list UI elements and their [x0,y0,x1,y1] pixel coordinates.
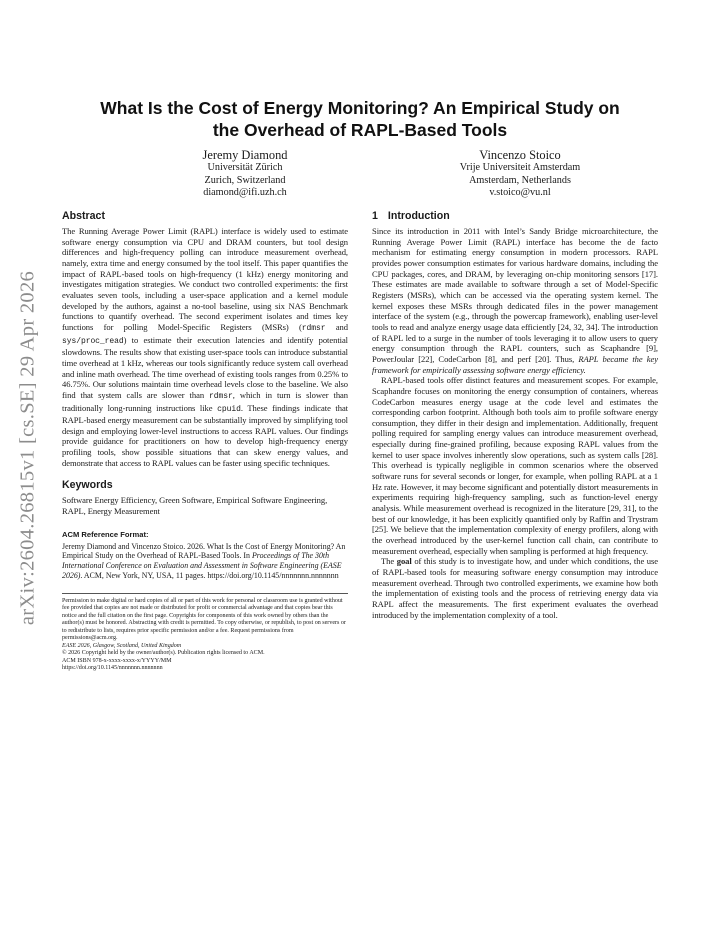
author-affiliation: Vrije Universiteit Amsterdam [459,162,581,173]
right-column [372,210,658,620]
keywords-text: Software Energy Efficiency, Green Software, Empirical Software Engineering, RAPL, Energy Measurement [62,495,328,517]
doi-line: https://doi.org/10.1145/nnnnnnn.nnnnnnn [62,665,163,672]
author-block [145,148,345,200]
footnote-divider [62,593,348,594]
left-column [62,210,348,673]
author-affiliation: Universität Zürich [207,162,283,173]
intro-paragraph: Since its introduction in 2011 with Intel’s Sandy Bridge microarchitecture, the Running Average Power Limit (RAPL) interface has become the de facto mechanism for estimating energy consumption in modern processors. RAPL provides power consumption estimates for various hardware domains, including the CPU packages, cores, and DRAM, by leveraging on-chip monitoring sensors [17]. These estimates are made available to software through a set of Model-Specific Registers (MSRs), which can be accessed via the operating system kernel. The kernel exposes these MSRs through dedicated files in the power management interface of the system (e.g., through the powercap framework), enabling user-level tools to read and analyze energy usage data efficiently [24, 32, 34]. The introduction of RAPL led to a surge in the number of tools leveraging it to allow users to query energy consumption through the RAPL counters, such as Scaphandre [9], PowerJoular [22], CodeCarbon [8], and perf [20]. Thus, RAPL became the key framework for empirically assessing software energy efficiency. [372,226,658,375]
keywords-heading: Keywords [62,479,113,492]
author-location: Zurich, Switzerland [204,174,286,186]
conference-line: EASE 2026, Glasgow, Scotland, United Kingdom [62,642,182,649]
permission-notice: Permission to make digital or hard copies of all or part of this work for personal or classroom use is granted without fee provided that copies are not made or distributed for profit or commercial advantage and that copies bear this notice and the full citation on the first page. Copyrights for components of this work owned by others than the author(s) must be honored. Abstracting with credit is permitted. To copy otherwise, or republish, to post on servers or to redistribute to lists, requires prior specific permission and/or a fee. Request permissions from permissions@acm.org. [62,597,346,642]
author-name: Jeremy Diamond [202,148,288,162]
acm-reference-text: Jeremy Diamond and Vincenzo Stoico. 2026. What Is the Cost of Energy Monitoring? An Empirical Study on the Overhead of RAPL-Based Tools. In Proceedings of The 30th International Conference on Evaluation and Assessment in Software Engineering (EASE 2026). ACM, New York, NY, USA, 11 pages. https://doi.org/10.1145/nnnnnnn.nnnnnnn [62,541,346,580]
intro-paragraph: The goal of this study is to investigate how, and under which conditions, the use of RAPL-based tools for measuring software energy consumption may introduce measurement overhead. Through two controlled experiments, we examine how both the implementation of existing tools and the process of retrieving energy data via RAPL affect the measurements. The first experiment evaluates the overhead introduced by the implementation complexity of a tool. [372,556,658,620]
author-location: Amsterdam, Netherlands [469,174,571,186]
author-email: v.stoico@vu.nl [489,187,551,199]
isbn-line: ACM ISBN 978-x-xxxx-xxxx-x/YYYY/MM [62,657,172,664]
abstract-text: The Running Average Power Limit (RAPL) interface is widely used to estimate software energy consumption via CPU and DRAM counters, but tool design differences and high-frequency polling can introduce measurement overhead, namely, extra time and energy consumed by the tool itself. This paper quantifies the impact of RAPL-based tools on high-frequency (1 kHz) energy monitoring and investigates mitigation strategies. We conduct two controlled experiments: the first evaluates seven tools, including a user-space application and a kernel module developed by the authors, against a no-tool baseline, using six NAS Benchmark functions to quantify overhead. The second experiment isolates and times key functions for polling Model-Specific Registers (MSRs) (rdmsr and sys/proc_read) to estimate their execution latencies and identify potential slowdowns. The results show that existing user-space tools can introduce substantial time overhead at 1 kHz, whereas our tools significantly reduce system call overhead and inline math overhead. The time overhead of existing tools ranges from 0.25% to 46.75%. Our solutions maintain time overhead levels close to the baseline. We also find that system calls are slower than rdmsr, which in turn is slower than traditionally long-running instructions like cpuid. These findings indicate that RAPL-based energy measurement can be substantially improved by simplifying tool design and employing lower-level instructions to access RAPL values. Our findings provide guidance for practitioners on how to develop high-frequency energy profiling tools, show possible situations that can skew energy values, and demonstrate that access to RAPL values can be faster using specific techniques. [62,226,348,468]
author-email: diamond@ifi.uzh.ch [203,187,287,199]
introduction-heading: 1 Introduction [372,210,450,222]
abstract-heading: Abstract [62,210,105,222]
title-line: the Overhead of RAPL-Based Tools [212,120,508,140]
paper-title [60,97,660,141]
copyright-line: © 2026 Copyright held by the owner/author(s). Publication rights licensed to ACM. [62,650,265,657]
author-name: Vincenzo Stoico [479,148,561,162]
title-line: What Is the Cost of Energy Monitoring? An Empirical Study on [100,98,620,118]
intro-paragraph: RAPL-based tools offer distinct features and measurement scopes. For example, Scaphandre focuses on monitoring the energy consumption of containers, whereas CodeCarbon measures energy usage at the code level and estimates the corresponding carbon footprint. Although both tools aim to profile software energy consumption, they differ in their design and implementation. Additionally, frequent polling required for sampling energy values can introduce measurement overhead, especially during fine-grained profiling, because exposing RAPL values from the kernel to user space involves inherently slow operations, such as system calls [28]. This overhead is typically negligible in common scenarios where the observed software runs for several seconds or longer, for example, when polling RAPL at a 1 Hz rate. However, it may become significant and potentially distort measurements in experiments requiring high-frequency sampling, such as function-level energy analysis. While measurement overhead is recognized in the literature [29, 31], to the best of our knowledge, it has been explicitly quantified only by Raffin and Trystram [25]. We believe that the implementation complexity of energy profilers, along with the overhead introduced by the user-kernel function call chain, can contribute to measurement overhead, especially when sampling is performed at high frequency. [372,375,658,556]
author-block [400,148,640,200]
arxiv-identifier: arXiv:2604.26815v1 [cs.SE] 29 Apr 2026 [16,270,39,626]
acm-reference-heading: ACM Reference Format: [62,529,149,539]
